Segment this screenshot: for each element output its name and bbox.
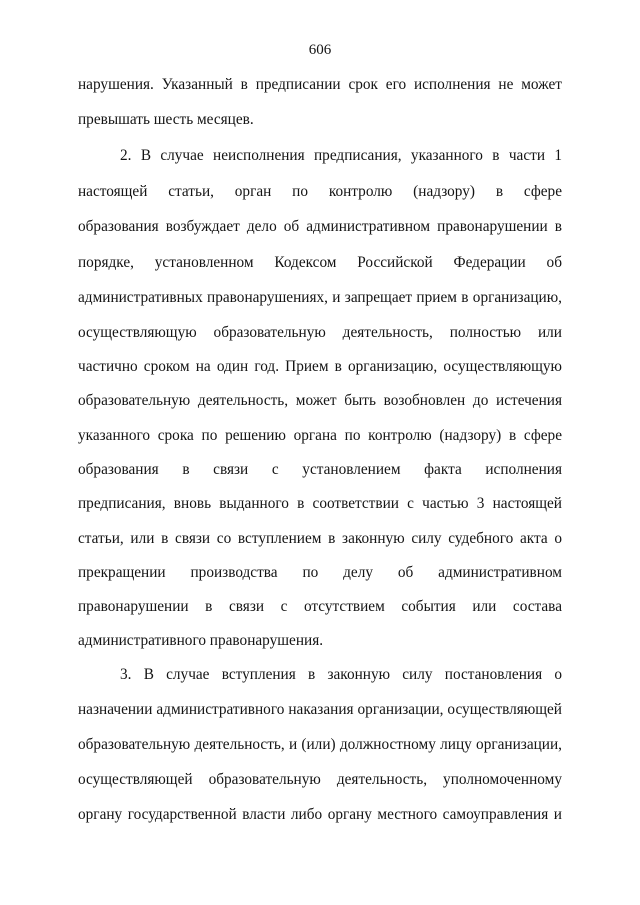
- text-line: статьи, или в связи со вступлением в законную силу судебного акта о: [78, 530, 562, 547]
- text-line: прекращении производства по делу об административном: [78, 564, 562, 581]
- text-line: настоящей статьи, орган по контролю (надзору) в сфере: [78, 183, 562, 200]
- text-line: образовательную деятельность, и (или) должностному лицу организации,: [78, 736, 562, 753]
- text-line: осуществляющей образовательную деятельность, уполномоченному: [78, 771, 562, 788]
- text-line: предписания, вновь выданного в соответствии с частью 3 настоящей: [78, 495, 562, 512]
- text-line: органу государственной власти либо органу местного самоуправления и: [78, 806, 562, 823]
- text-line: административных правонарушениях, и запрещает прием в организацию,: [78, 289, 562, 306]
- text-line: назначении административного наказания организации, осуществляющей: [78, 701, 562, 718]
- text-line: административного правонарушения.: [78, 632, 324, 649]
- text-line: образования в связи с установлением факта исполнения: [78, 461, 562, 478]
- text-line: осуществляющую образовательную деятельность, полностью или: [78, 324, 562, 341]
- text-line: 2. В случае неисполнения предписания, указанного в части 1: [120, 147, 562, 164]
- text-line: превышать шесть месяцев.: [78, 111, 254, 128]
- text-line: 3. В случае вступления в законную силу постановления о: [120, 666, 562, 683]
- text-line: образовательную деятельность, может быть возобновлен до истечения: [78, 392, 562, 409]
- text-line: правонарушении в связи с отсутствием события или состава: [78, 598, 562, 615]
- text-line: нарушения. Указанный в предписании срок его исполнения не может: [78, 76, 562, 93]
- text-line: частично сроком на один год. Прием в организацию, осуществляющую: [78, 358, 562, 375]
- text-line: указанного срока по решению органа по контролю (надзору) в сфере: [78, 427, 562, 444]
- text-line: порядке, установленном Кодексом Российской Федерации об: [78, 254, 562, 271]
- page-number: 606: [308, 42, 332, 58]
- text-line: образования возбуждает дело об административном правонарушении в: [78, 218, 562, 235]
